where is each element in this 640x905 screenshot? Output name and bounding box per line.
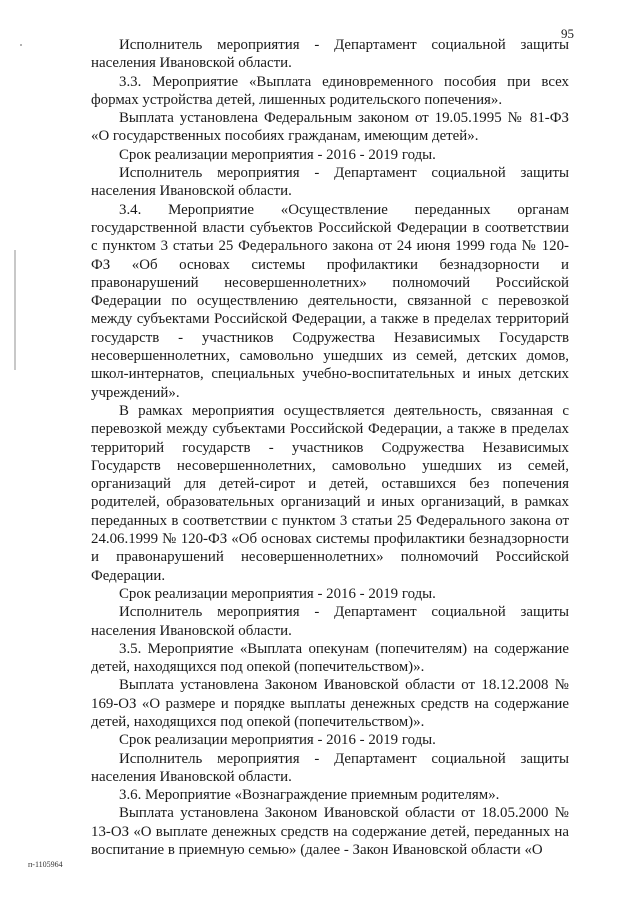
footer-code: п-1105964 xyxy=(28,860,63,869)
paragraph: В рамках мероприятия осуществляется деятельность, связанная с перевозкой между субъектами Российской Федерации, а также в пределах территорий государств - участников Содружества Независимых Государств несовершеннолетних, самовольно ушедших из семей, организаций для детей-сирот и детей, оставшихся без попечения родителей, образовательных организаций и иных организаций, в рамках переданных в соответствии с пунктом 3 статьи 25 Федерального закона от 24.06.1999 № 120-ФЗ «Об основах системы профилактики безнадзорности и правонарушений несовершеннолетних» полномочий Российской Федерации. xyxy=(91,402,569,584)
paragraph: 3.6. Мероприятие «Вознаграждение приемным родителям». xyxy=(119,787,500,804)
page-number: 95 xyxy=(561,26,574,41)
paragraph: Выплата установлена Законом Ивановской области от 18.05.2000 № 13-ОЗ «О выплате денежных средств на содержание детей, переданных на воспитание в приемную семью» (далее - Закон Ивановской области «О xyxy=(91,805,569,859)
scan-edge-mark xyxy=(14,250,16,370)
paragraph: Выплата установлена Федеральным законом от 19.05.1995 № 81-ФЗ «О государственных пособиях гражданам, имеющим детей». xyxy=(91,110,569,145)
paragraph: 3.5. Мероприятие «Выплата опекунам (попечителям) на содержание детей, находящихся под опекой (попечительством)». xyxy=(91,640,569,676)
paragraph: Срок реализации мероприятия - 2016 - 2019 годы. xyxy=(119,146,436,163)
paragraph: 3.4. Мероприятие «Осуществление переданных органам государственной власти субъектов Российской Федерации в соответствии с пунктом 3 статьи 25 Федерального закона от 24 июня 1999 года № 120-ФЗ «Об основах системы профилактики безнадзорности и правонарушений несовершеннолетних» полномочий Российской Федерации по осуществлению деятельности, связанной с перевозкой между субъектами Российской Федерации, а также в пределах территорий государств - участников Содружества Независимых Государств несовершеннолетних, самовольно ушедших из семей, детских домов, школ-интернатов, специальных учебно-воспитательных и иных детских учреждений». xyxy=(91,201,569,401)
paragraph: Исполнитель мероприятия - Департамент социальной защиты населения Ивановской области. xyxy=(91,604,569,639)
paragraph: Исполнитель мероприятия - Департамент социальной защиты населения Ивановской области. xyxy=(91,165,569,200)
paragraph: 3.3. Мероприятие «Выплата единовременного пособия при всех формах устройства детей, лишенных родительского попечения». xyxy=(91,73,569,108)
paragraph: Исполнитель мероприятия - Департамент социальной защиты населения Ивановской области. xyxy=(91,750,569,785)
document-body xyxy=(91,36,569,859)
scan-speck xyxy=(20,44,22,46)
paragraph: Срок реализации мероприятия - 2016 - 2019 годы. xyxy=(119,732,436,749)
paragraph: Выплата установлена Законом Ивановской области от 18.12.2008 № 169-ОЗ «О размере и порядке выплаты денежных средств на содержание детей, находящихся под опекой (попечительством)». xyxy=(91,677,569,730)
paragraph: Срок реализации мероприятия - 2016 - 2019 годы. xyxy=(119,585,436,602)
paragraph: Исполнитель мероприятия - Департамент социальной защиты населения Ивановской области. xyxy=(91,37,569,72)
